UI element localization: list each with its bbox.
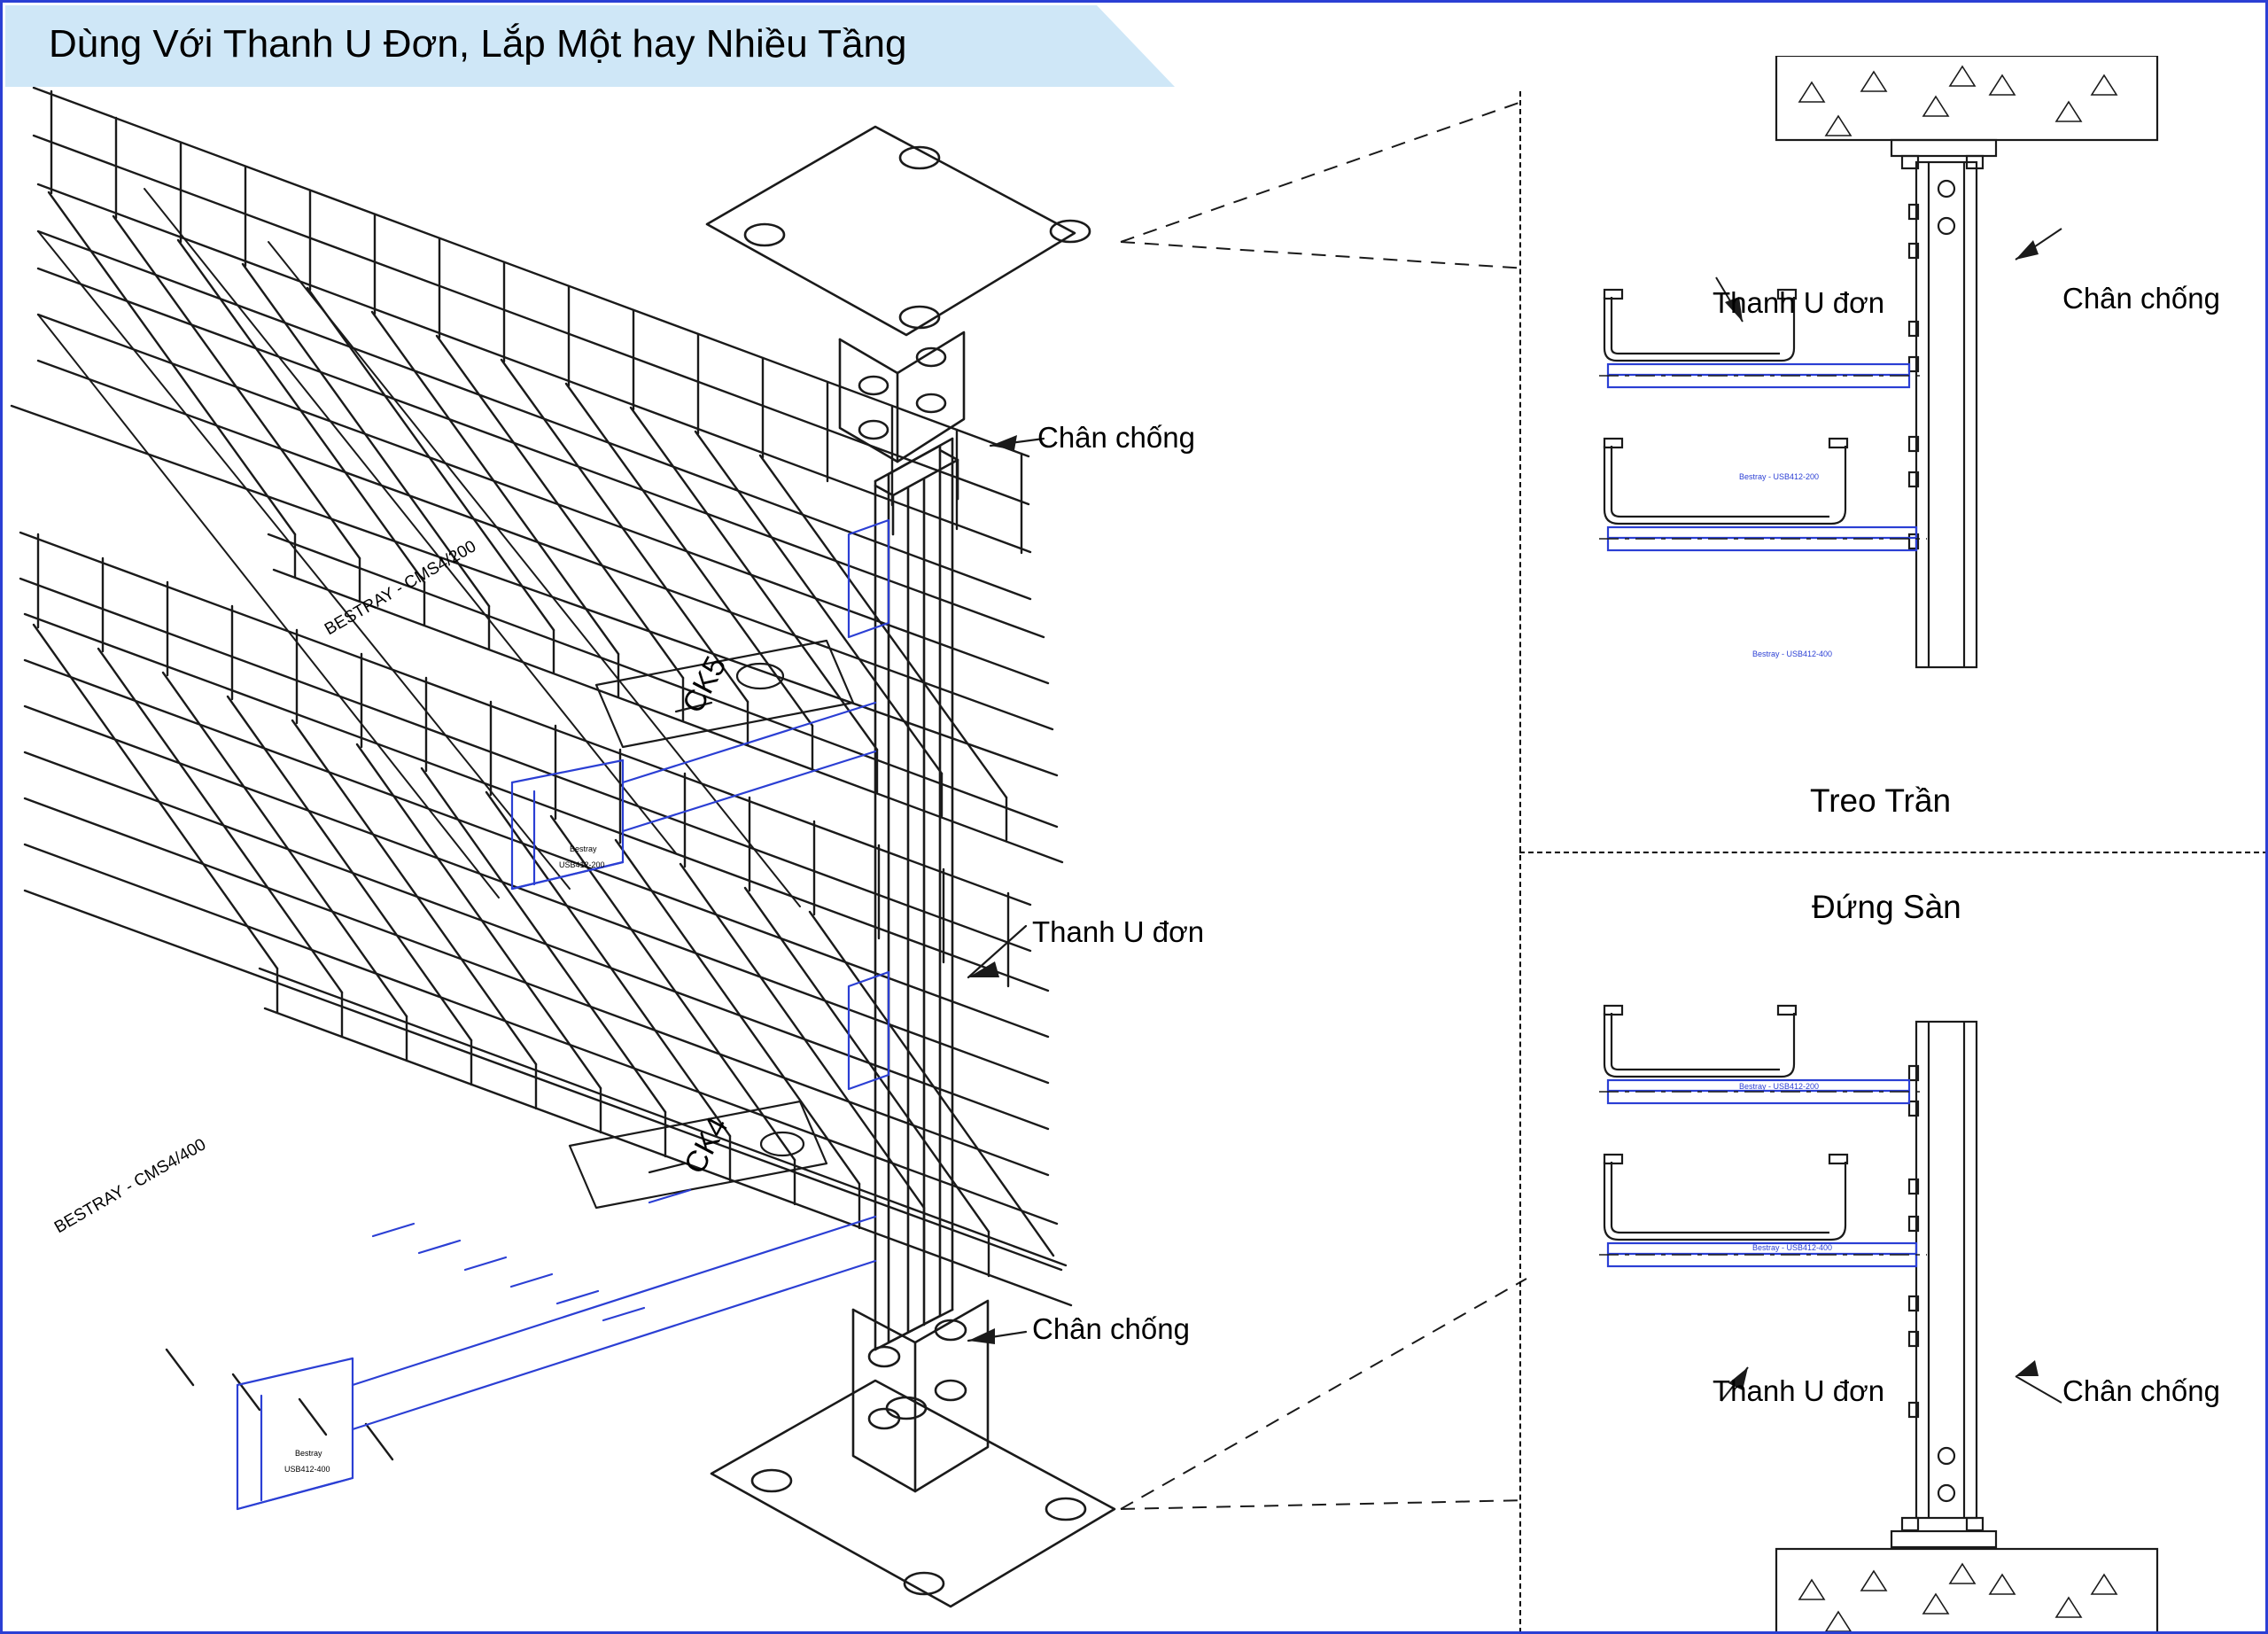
detail1-title: Treo Trần: [1810, 782, 1952, 819]
part-mark-ck4: CK4: [678, 1111, 735, 1179]
detail1-bracket-label-200: Bestray - USB412-200: [1739, 472, 1820, 481]
detail-view-ceiling-mount: [1519, 56, 2268, 853]
tray-label-cms4-200: BESTRAY - CMS4/200: [322, 537, 480, 640]
callout-chan-chong-bottom: Chân chống: [1032, 1312, 1190, 1345]
bracket-label-2-code: USB412-400: [284, 1465, 330, 1474]
bracket-label-2-name: Bestray: [295, 1449, 322, 1458]
detail2-bracket-label-200: Bestray - USB412-200: [1739, 1082, 1820, 1091]
detail1-bracket-label-400: Bestray - USB412-400: [1752, 650, 1833, 658]
isometric-cable-tray-drawing: [3, 3, 1562, 1634]
detail2-bracket-label-400: Bestray - USB412-400: [1752, 1243, 1833, 1252]
detail1-callout-thanh-u-don: Thanh U đơn: [1713, 286, 1885, 319]
callout-chan-chong-top: Chân chống: [1037, 421, 1195, 454]
bracket-label-1-name: Bestray: [570, 844, 597, 853]
bracket-label-1-code: USB412-200: [559, 860, 605, 869]
callout-thanh-u-don: Thanh U đơn: [1032, 915, 1205, 948]
detail2-callout-thanh-u-don: Thanh U đơn: [1713, 1374, 1885, 1407]
detail1-callout-chan-chong: Chân chống: [2062, 282, 2220, 315]
detail2-callout-chan-chong: Chân chống: [2062, 1374, 2220, 1407]
page-title: Dùng Với Thanh U Đơn, Lắp Một hay Nhiều Tầng: [49, 22, 907, 66]
part-mark-ck5: CK5: [676, 650, 734, 719]
detail-view-floor-mount: [1519, 960, 2268, 1633]
detail2-title: Đứng Sàn: [1812, 889, 1961, 925]
tray-label-cms4-400: BESTRAY - CMS4/400: [51, 1135, 210, 1238]
